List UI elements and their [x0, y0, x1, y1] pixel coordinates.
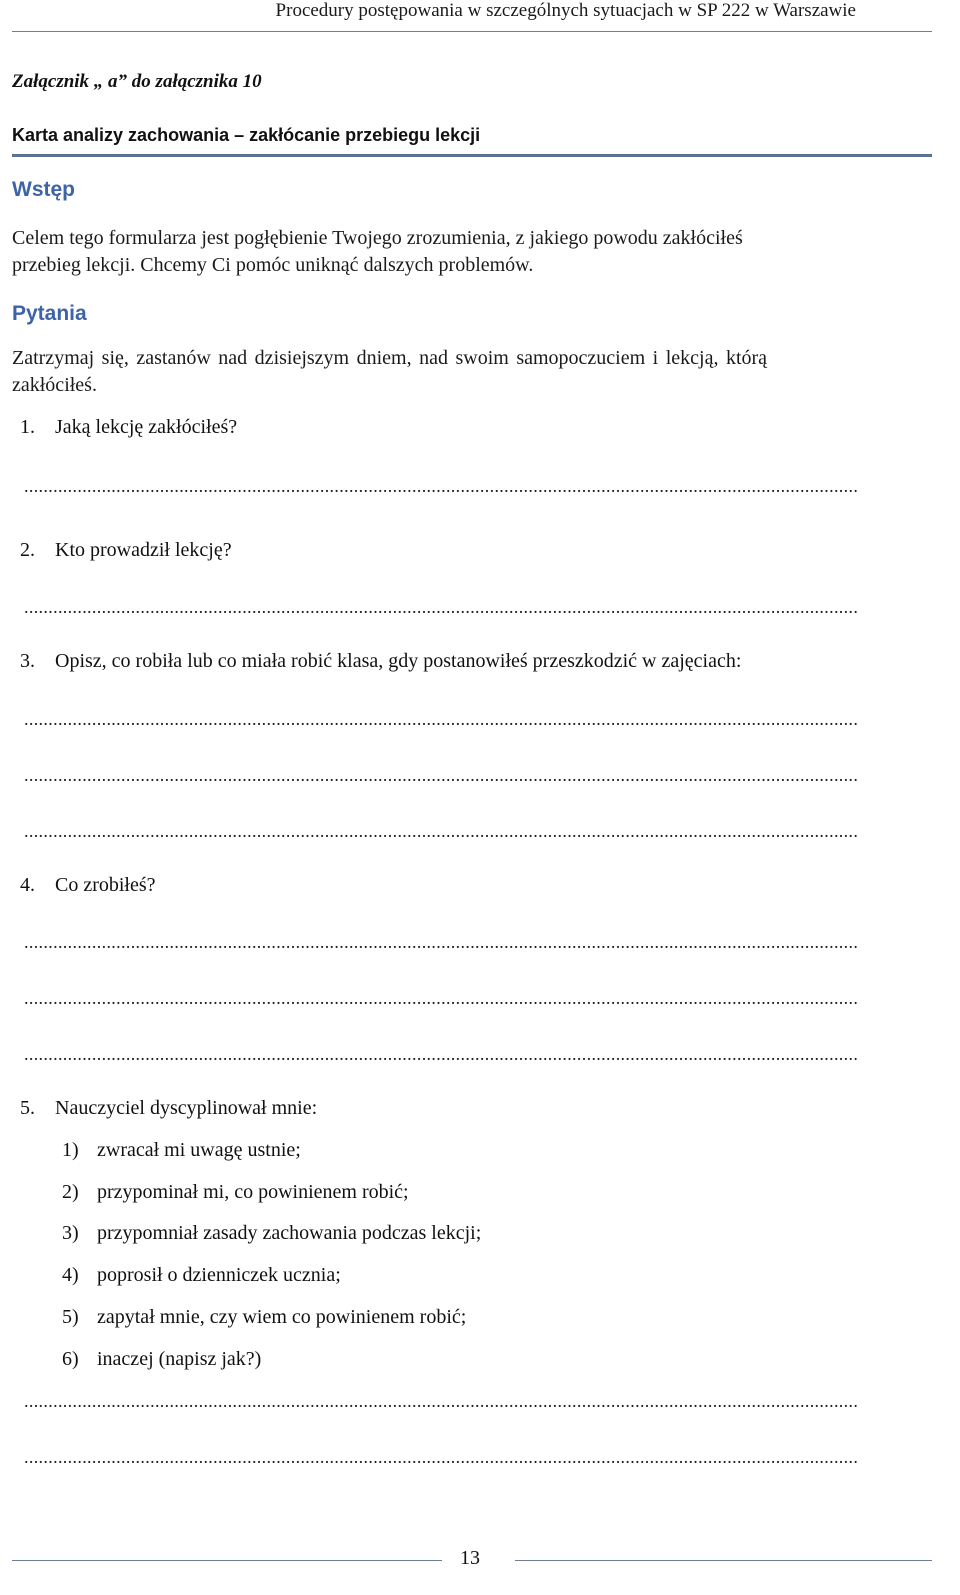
answer-line[interactable]: ............................................................................................................................................................................ [24, 1392, 859, 1410]
page-number: 13 [460, 1547, 480, 1569]
option-number: 1) [62, 1139, 79, 1161]
answer-line[interactable]: ............................................................................................................................................................................ [24, 477, 859, 495]
instruction-line-2: zakłóciłeś. [12, 374, 97, 396]
question-number: 4. [20, 874, 35, 896]
answer-line[interactable]: ............................................................................................................................................................................ [24, 989, 859, 1007]
instruction-line-1: Zatrzymaj się, zastanów nad dzisiejszym dniem, nad swoim samopoczuciem i lekcją, którą [12, 347, 768, 369]
question-number: 1. [20, 416, 35, 438]
option-number: 3) [62, 1222, 79, 1244]
option-number: 6) [62, 1348, 79, 1370]
intro-line-2: przebieg lekcji. Chcemy Ci pomóc uniknąć dalszych problemów. [12, 254, 534, 276]
question-number: 5. [20, 1097, 35, 1119]
option-text: inaczej (napisz jak?) [97, 1348, 262, 1370]
intro-line-1: Celem tego formularza jest pogłębienie Twojego zrozumienia, z jakiego powodu zakłóciłeś [12, 227, 743, 249]
header-divider [12, 31, 932, 32]
answer-line[interactable]: ............................................................................................................................................................................ [24, 1448, 859, 1466]
option-text: zapytał mnie, czy wiem co powinienem robić; [97, 1306, 467, 1328]
answer-line[interactable]: ............................................................................................................................................................................ [24, 598, 859, 616]
answer-line[interactable]: ............................................................................................................................................................................ [24, 1045, 859, 1063]
questions-heading: Pytania [12, 302, 87, 325]
question-number: 2. [20, 539, 35, 561]
option-text: przypomniał zasady zachowania podczas lekcji; [97, 1222, 482, 1244]
form-title: Karta analizy zachowania – zakłócanie przebiegu lekcji [12, 125, 481, 145]
question-text: Jaką lekcję zakłóciłeś? [55, 416, 238, 438]
question-text: Opisz, co robiła lub co miała robić klasa, gdy postanowiłeś przeszkodzić w zajęciach: [55, 650, 742, 672]
option-number: 5) [62, 1306, 79, 1328]
attachment-title: Załącznik „ a” do załącznika 10 [12, 71, 262, 92]
option-text: zwracał mi uwagę ustnie; [97, 1139, 301, 1161]
footer-divider-right [515, 1560, 932, 1561]
answer-line[interactable]: ............................................................................................................................................................................ [24, 933, 859, 951]
answer-line[interactable]: ............................................................................................................................................................................ [24, 710, 859, 728]
option-text: przypominał mi, co powinienem robić; [97, 1181, 409, 1203]
running-header: Procedury postępowania w szczególnych sytuacjach w SP 222 w Warszawie [275, 0, 856, 21]
answer-line[interactable]: ............................................................................................................................................................................ [24, 766, 859, 784]
question-text: Nauczyciel dyscyplinował mnie: [55, 1097, 318, 1119]
footer-divider-left [12, 1560, 442, 1561]
option-text: poprosił o dzienniczek ucznia; [97, 1264, 341, 1286]
question-text: Kto prowadził lekcję? [55, 539, 232, 561]
option-number: 4) [62, 1264, 79, 1286]
answer-line[interactable]: ............................................................................................................................................................................ [24, 822, 859, 840]
option-number: 2) [62, 1181, 79, 1203]
title-divider [12, 154, 932, 157]
intro-heading: Wstęp [12, 178, 75, 201]
question-text: Co zrobiłeś? [55, 874, 156, 896]
question-number: 3. [20, 650, 35, 672]
